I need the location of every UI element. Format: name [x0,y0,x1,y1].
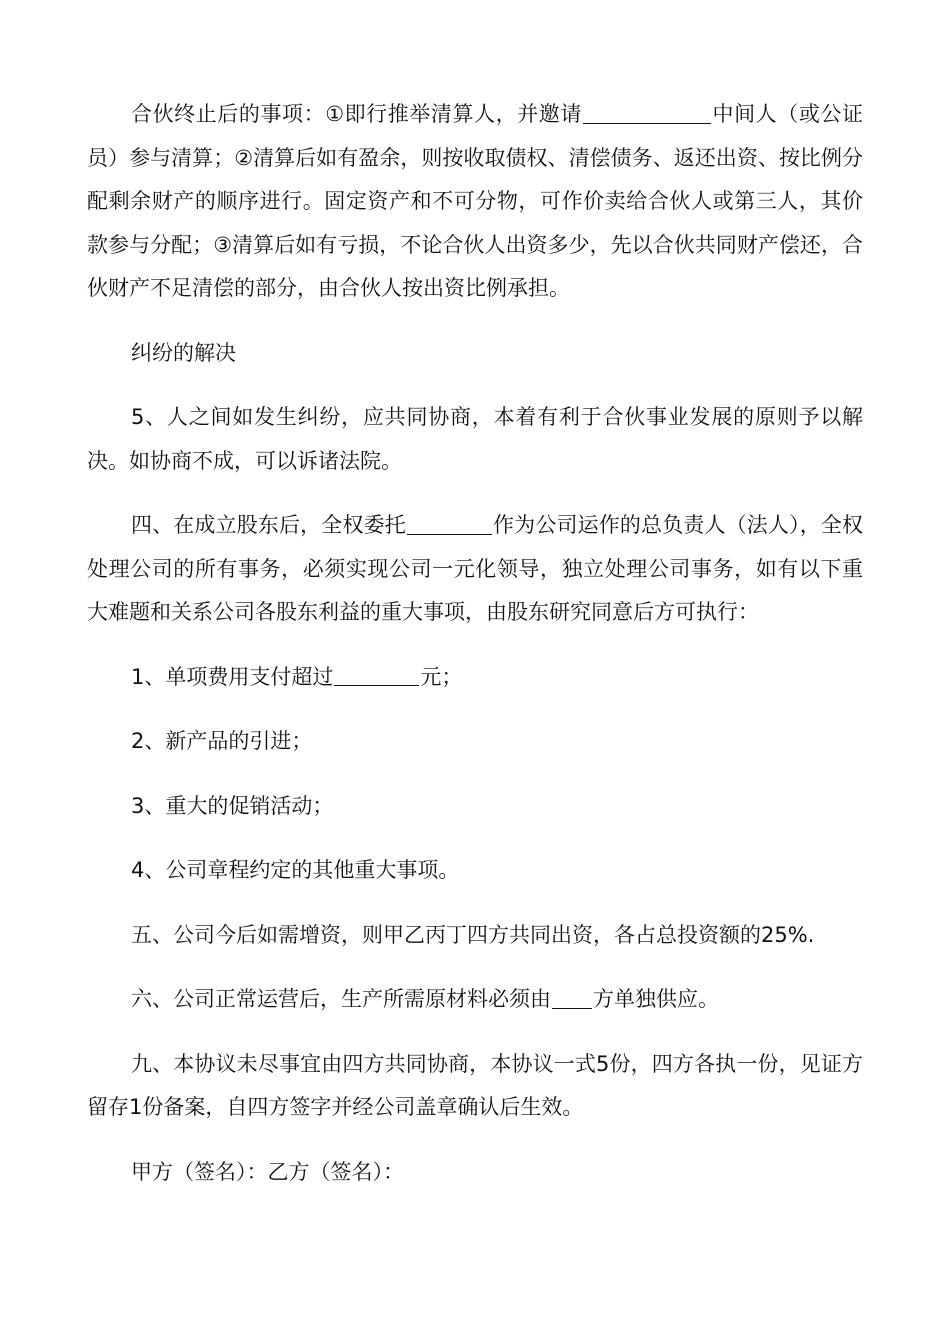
paragraph-partnership-termination [87,93,863,311]
materials-text-start: 六、公司正常运营后，生产所需原材料必须由 [131,987,551,1011]
materials-text-end: 方单独供应。 [593,987,719,1011]
fill-blank-responsible-person[interactable] [407,514,492,535]
list-item-promotions: 3、重大的促销活动； [131,793,334,818]
list-item-other-matters: 4、公司章程约定的其他重大事项。 [131,858,460,882]
delegation-text-end: 作为公司运作的总负责人（法人），全权处理公司的所有事务，必须实现公司一元化领导，独立处理公司事务，如有以下重大难题和关系公司各股东利益的重大事项，由股东研究同意后方可执行： [87,513,864,624]
document-body [87,93,863,1215]
fill-blank-supplier[interactable] [552,988,592,1009]
paragraph-raw-materials [87,978,863,1022]
termination-text-end: 中间人（或公证员）参与清算；②清算后如有盈余，则按收取债权、清偿债务、返还出资、按比例分配剩余财产的顺序进行。固定资产和不可分物，可作价卖给合伙人或第三人，其价款参与分配；③清算后如有亏损，不论合伙人出资多少，先以合伙共同财产偿还，合伙财产不足清偿的部分，由合伙人按出资比例承担。 [87,102,863,300]
paragraph-capital-increase: 五、公司今后如需增资，则甲乙丙丁四方共同出资，各占总投资额的25%. [131,922,815,947]
paragraph-dispute-clause: 5、人之间如发生纠纷，应共同协商，本着有利于合伙事业发展的原则予以解决。如协商不成，可以诉诸法院。 [87,405,863,473]
signature-line: 甲方（签名）：乙方（签名）： [131,1159,404,1184]
list-item-new-products: 2、新产品的引进； [131,729,313,753]
expense-text-end: 元； [420,664,463,689]
heading-dispute-resolution: 纠纷的解决 [131,340,236,365]
termination-text-start: 合伙终止后的事项：①即行推举清算人，并邀请 [131,102,582,126]
delegation-text-start: 四、在成立股东后，全权委托 [131,513,406,537]
list-item-expense-limit [87,656,863,700]
paragraph-delegation-clause [87,504,863,635]
fill-blank-amount[interactable] [334,665,419,686]
fill-blank-mediator[interactable] [583,103,711,124]
paragraph-agreement-copies: 九、本协议未尽事宜由四方共同协商，本协议一式5份，四方各执一份，见证方留存1份备案，自四方签字并经公司盖章确认后生效。 [87,1051,863,1119]
expense-text-start: 1、单项费用支付超过 [131,664,334,689]
